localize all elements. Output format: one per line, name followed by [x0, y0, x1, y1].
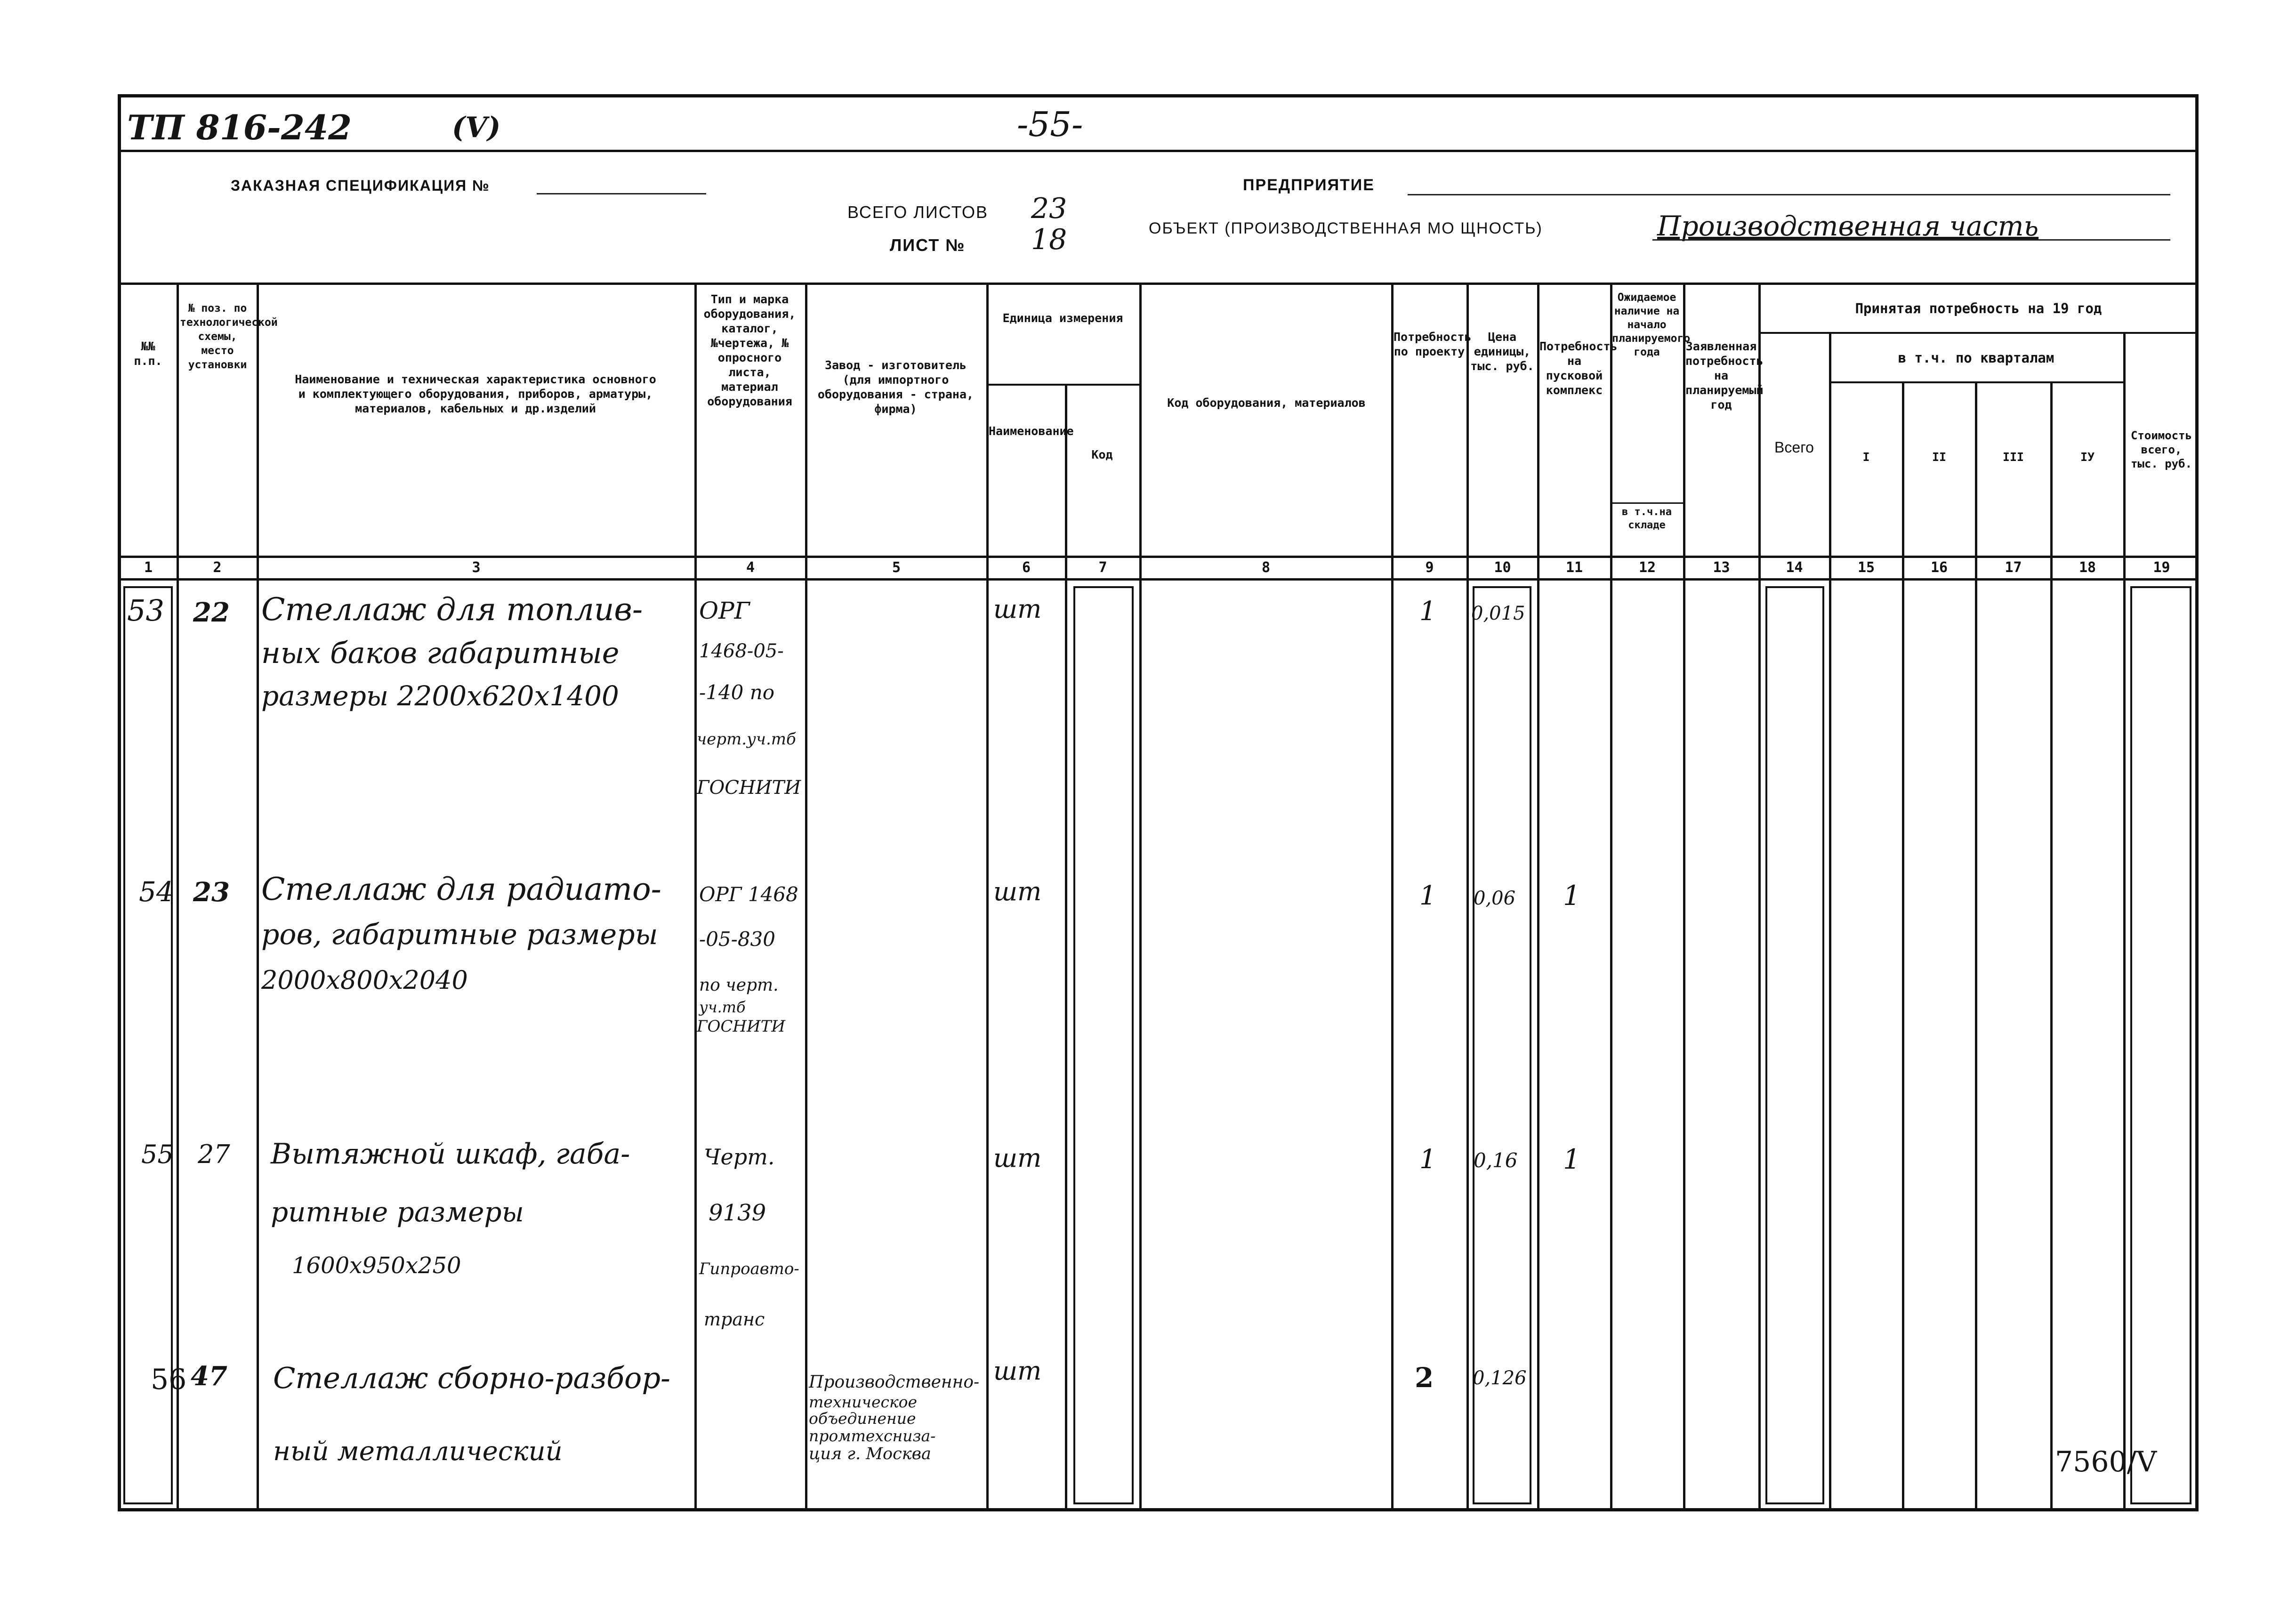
- col-number-16: 16: [1930, 559, 1948, 576]
- page-number: -55-: [1017, 105, 1083, 144]
- object-value: Производственная часть: [1657, 210, 2039, 242]
- row-54-name-1: Стеллаж для радиато-: [261, 871, 661, 907]
- row-53-qty: 1: [1419, 596, 1436, 627]
- row-55-pos: 27: [198, 1139, 230, 1169]
- col-header-4: Тип и марка оборудования, каталог, №чертежа, № опросного листа, материал оборудования: [703, 292, 796, 408]
- row-55-qty: 1: [1419, 1144, 1436, 1175]
- row-55-type-1: Черт.: [704, 1144, 775, 1170]
- col-header-5: Завод - изготовитель (для импортного оборудования - страна, фирма): [817, 358, 974, 416]
- row-54-type-2: -05-830: [699, 928, 775, 951]
- row-56-maker-4: промтехсниза-: [809, 1427, 936, 1445]
- col-header-9: Потребность по проекту: [1394, 330, 1472, 358]
- header-top-rule: [118, 150, 2199, 152]
- row-55-name-1: Вытяжной шкаф, габа-: [271, 1138, 630, 1171]
- row-56-no: 56: [151, 1363, 187, 1396]
- col-header-7: Код: [1091, 448, 1113, 461]
- row-54-name-2: ров, габаритные размеры: [261, 918, 658, 951]
- row-53-name-3: размеры 2200х620х1400: [261, 680, 619, 712]
- row-55-unit: шт: [993, 1143, 1042, 1173]
- quarters-group-header: в т.ч. по кварталам: [1898, 350, 2054, 366]
- enterprise-line: [1408, 194, 2170, 195]
- row-54-launch: 1: [1563, 880, 1580, 912]
- col-header-6-group: Единица измерения: [1002, 311, 1123, 325]
- row-56-pos: 47: [191, 1361, 227, 1392]
- col-header-16: II: [1932, 450, 1947, 464]
- col-number-3: 3: [472, 559, 481, 576]
- col-number-11: 11: [1565, 559, 1583, 576]
- col-header-3: Наименование и техническая характеристика основного и комплектующего оборудования, приборов, арматуры, материалов, кабельных и др.изделий: [295, 372, 656, 415]
- col-number-7: 7: [1098, 559, 1107, 576]
- row-53-price: 0,015: [1471, 603, 1525, 624]
- col-number-12: 12: [1638, 559, 1656, 576]
- object-label: ОБЪЕКТ (ПРОИЗВОДСТВЕННАЯ МО ЩНОСТЬ): [1149, 219, 1543, 237]
- col-number-18: 18: [2078, 559, 2096, 576]
- col-number-17: 17: [2005, 559, 2022, 576]
- sheet-label: ЛИСТ №: [890, 235, 966, 255]
- row-54-type-3: по черт.: [699, 976, 779, 995]
- col-header-18: IУ: [2080, 450, 2095, 464]
- col-header-11: Потребность на пусковой комплекс: [1539, 339, 1618, 397]
- row-54-type-4: уч.тб: [699, 998, 746, 1016]
- total-sheets-label: ВСЕГО ЛИСТОВ: [847, 202, 988, 222]
- archive-mark: 7560/V: [2055, 1445, 2157, 1478]
- row-53-type-4: черт.уч.тб: [697, 730, 796, 749]
- row-53-type-1: ОРГ: [699, 597, 750, 624]
- row-55-name-2: ритные размеры: [271, 1196, 524, 1228]
- row-56-qty: 2: [1415, 1362, 1434, 1394]
- row-54-unit: шт: [993, 877, 1042, 906]
- row-55-name-3: 1600х950х250: [292, 1252, 461, 1279]
- col-number-8: 8: [1261, 559, 1271, 576]
- col-header-8: Код оборудования, материалов: [1167, 396, 1366, 410]
- row-54-qty: 1: [1419, 880, 1436, 911]
- row-56-name-2: ный металлический: [273, 1436, 563, 1467]
- row-54-type-5: ГОСНИТИ: [697, 1017, 786, 1036]
- doc-volume: (V): [452, 111, 501, 144]
- row-53-name-2: ных баков габаритные: [261, 636, 620, 670]
- row-56-name-1: Стеллаж сборно-разбор-: [273, 1361, 670, 1395]
- col-number-2: 2: [213, 559, 222, 576]
- object-line: [1652, 239, 2170, 241]
- row-53-name-1: Стеллаж для топлив-: [261, 591, 643, 628]
- col-header-19: Стоимость всего, тыс. руб.: [2130, 429, 2192, 470]
- col-header-2: № поз. по технологической схемы, место установки: [180, 302, 278, 371]
- doc-code: ТП 816-242: [127, 107, 352, 147]
- row-55-launch: 1: [1563, 1143, 1580, 1175]
- row-56-maker-3: объединение: [809, 1409, 916, 1428]
- table-top-rule: [118, 283, 2199, 285]
- col-header-10: Цена единицы, тыс. руб.: [1470, 330, 1534, 373]
- sheet-value: 18: [1031, 223, 1067, 256]
- col-number-10: 10: [1494, 559, 1511, 576]
- col-number-13: 13: [1713, 559, 1730, 576]
- row-53-unit: шт: [993, 594, 1042, 624]
- row-55-price: 0,16: [1474, 1149, 1518, 1172]
- row-56-maker-5: ция г. Москва: [809, 1445, 931, 1463]
- accepted-group-header: Принятая потребность на 19 год: [1855, 300, 2102, 316]
- row-53-no: 53: [127, 593, 164, 628]
- row-55-type-4: транс: [704, 1309, 765, 1330]
- col-header-12: Ожидаемое наличие на начало планируемого года: [1612, 291, 1691, 358]
- row-54-no: 54: [139, 876, 174, 908]
- row-56-maker-2: техническое: [809, 1393, 918, 1411]
- row-56-price: 0,126: [1473, 1367, 1527, 1389]
- row-55-no: 55: [141, 1139, 174, 1169]
- row-53-type-5: ГОСНИТИ: [697, 777, 801, 799]
- spec-label: ЗАКАЗНАЯ СПЕЦИФИКАЦИЯ №: [231, 177, 490, 194]
- col-number-5: 5: [892, 559, 901, 576]
- row-56-unit: шт: [993, 1356, 1042, 1386]
- row-56-maker-1: Производственно-: [809, 1373, 980, 1392]
- col-number-15: 15: [1857, 559, 1875, 576]
- col-number-9: 9: [1425, 559, 1434, 576]
- row-55-type-2: 9139: [709, 1200, 766, 1226]
- spec-number-line: [537, 193, 706, 194]
- total-sheets-value: 23: [1031, 192, 1067, 225]
- row-54-name-3: 2000х800х2040: [261, 965, 468, 995]
- row-54-type-1: ОРГ 1468: [699, 883, 798, 906]
- row-53-type-3: -140 по: [699, 681, 775, 704]
- enterprise-label: ПРЕДПРИЯТИЕ: [1243, 176, 1375, 194]
- col-header-17: III: [2002, 450, 2024, 464]
- col-header-13: Заявленная потребность на планируемый год: [1685, 339, 1764, 412]
- col-number-19: 19: [2153, 559, 2170, 576]
- col-number-4: 4: [746, 559, 755, 576]
- col-header-14: Всего: [1774, 439, 1814, 456]
- row-55-type-3: Гипроавто-: [699, 1260, 799, 1278]
- row-54-price: 0,06: [1474, 888, 1516, 909]
- col-header-1: №№ п.п.: [134, 339, 162, 368]
- row-53-pos: 22: [193, 597, 230, 628]
- col-number-14: 14: [1786, 559, 1803, 576]
- col-header-12-sub: в т.ч.на складе: [1622, 506, 1672, 531]
- row-54-pos: 23: [193, 877, 230, 908]
- row-53-type-2: 1468-05-: [699, 640, 784, 662]
- col-header-15: I: [1862, 450, 1870, 464]
- col-header-6: Наименование: [989, 424, 1074, 438]
- col-number-6: 6: [1022, 559, 1031, 576]
- col-number-1: 1: [144, 559, 153, 576]
